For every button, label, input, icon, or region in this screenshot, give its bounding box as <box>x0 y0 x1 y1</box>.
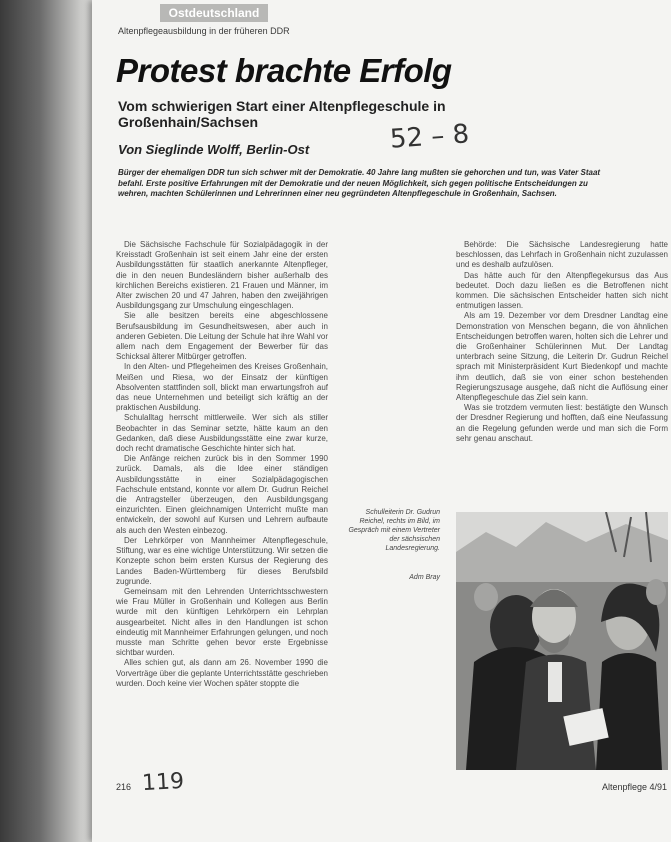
photo-crowd-illustration <box>456 512 668 770</box>
photo-caption: Schulleiterin Dr. Gudrun Reichel, rechts im Bild, im Gespräch mit einem Vertreter der sächsischen Landesregierung. <box>348 509 440 552</box>
paragraph: Die Anfänge reichen zurück bis in den Sommer 1990 zurück. Damals, als die Idee einer ständigen Ausbildungsstätte in einer Sozialpädagogischen Fachschule entstand, konnte vor allem Dr. Gudrun Reichel die Antragsteller überzeugen, den Ausbildungsgang einzurichten. Einen gleichnamigen Unterricht mußte man entwickeln, der sowohl auf Kursen und Lehrern aufbaute als auch den Westen einbezog. <box>116 454 328 535</box>
paragraph: Die Sächsische Fachschule für Sozialpädagogik in der Kreisstadt Großenhain ist seit einem Jahr eine der ersten Ausbildungsstätten für staatlich anerkannte Altenpfleger, die in den neuen Bundesländern bisher außerhalb des kirchlichen Bereichs existieren. 21 Frauen und Männer, im Alter zwischen 20 und 47 Jahren, haben den zweijährigen Ausbildungsgang zur Umschulung eingeschlagen. <box>116 240 328 311</box>
paragraph: Als am 19. Dezember vor dem Dresdner Landtag eine Demonstration von Menschen begann, die von ähnlichen Entscheidungen betroffen waren, holten sich die Lehrer und die Großenhainer Schülerinnen Mut. Der Landtag unterbrach seine Sitzung, die Leiterin Dr. Gudrun Reichel sprach mit Ministerpräsident Kurt Biedenkopf und machte ihm deutlich, daß sie von einer schon bestehenden Regierungszusage ausgehe, daß nicht die Auflösung einer Altenpflegeschule das Ziel sein kann. <box>456 311 668 403</box>
photo-credit: Adm Bray <box>409 574 440 581</box>
paragraph: Alles schien gut, als dann am 26. November 1990 die Vorverträge über die geplante Unterrichtsstätte geschrieben wurden. Doch keine vier Wochen später stoppte die <box>116 658 328 688</box>
paragraph: Das hätte auch für den Altenpflegekursus das Aus bedeutet. Doch dazu ließen es die Betroffenen nicht kommen. Die sächsischen Entscheider hatten sich nicht entmutigen lassen. <box>456 270 668 311</box>
section-rubric: Ostdeutschland <box>160 4 268 22</box>
paragraph: Der Lehrkörper von Mannheimer Altenpflegeschule, Stiftung, war es eine wichtige Unterstützung. Wir setzen die Konzepte schon beim ersten Kursus der Regierung des Landes Baden-Württemberg für dieses Berufsbild zugrunde. <box>116 535 328 586</box>
page-number: 216 <box>116 782 132 792</box>
article-byline: Von Sieglinde Wolff, Berlin-Ost <box>118 142 310 157</box>
paragraph: Was sie trotzdem vermuten liest: bestätigte den Wunsch der Dresdner Regierung und hofften, daß eine Neufassung an die Regelung gefunden werde und man sich die Form sehr genau anschaut. <box>456 403 668 443</box>
paragraph: In den Alten- und Pflegeheimen des Kreises Großenhain, Meißen und Riesa, wo der Einsatz der künftigen Absolventen stattfinden soll, blickt man erwartungsfroh auf das neue Unternehmen und beteiligt sich kräftig an der praktischen Ausbildung. <box>116 362 328 413</box>
article-kicker: Altenpflegeausbildung in der früheren DDR <box>118 26 290 36</box>
handwritten-page-number: 119 <box>141 768 185 797</box>
magazine-page <box>92 0 671 842</box>
paragraph: Schulalltag herrscht mittlerweile. Wer sich als stiller Beobachter in das Seminar setzte, hätte kaum an den Gedanken, daß diese Ausbildungsstätte eine zwar kurze, doch recht dramatische Geschichte hinter sich hat. <box>116 413 328 454</box>
left-text-column <box>116 240 328 770</box>
article-title: Protest brachte Erfolg <box>116 52 452 89</box>
journal-issue: Altenpflege 4/91 <box>601 782 667 792</box>
handwritten-note: 52 – 8 <box>389 119 471 155</box>
news-photo <box>456 512 668 770</box>
article-subtitle: Vom schwierigen Start einer Altenpflegeschule in Großenhain/Sachsen <box>118 98 446 130</box>
paragraph: Behörde: Die Sächsische Landesregierung hatte beschlossen, das Lehrfach in Großenhain nicht zuzulassen und es deshalb aufzulösen. <box>456 240 668 270</box>
paragraph: Sie alle besitzen bereits eine abgeschlossene Berufsausbildung im Gesundheitswesen, aber auch in anderen Gebieten. Die Leitung der Schule hat ihre Wahl vor allem nach dem Engagement der Bewerber für das Schicksal älterer Mitbürger getroffen. <box>116 311 328 362</box>
right-text-column <box>456 240 668 498</box>
scan-binding-shadow <box>0 0 100 842</box>
paragraph: Gemeinsam mit den Lehrenden Unterrichtsschwestern wie Frau Müller in Großenhain und Kollegen aus Berlin wurde mit den künftigen Lehrkörpern ein Lehrplan ausgearbeitet. Nicht alles in den Handlungen ist schon eindeutig mit Mannheimer Erfahrungen gelungen, und noch musste man Schritte gehen bevor erste Ergebnisse sichtbar wurden. <box>116 586 328 658</box>
article-lead: Bürger der ehemaligen DDR tun sich schwer mit der Demokratie. 40 Jahre lang mußten sie gehorchen und tun, was Vater Staat befahl. Erste positive Erfahrungen mit der Demokratie und der neuen Möglichkeit, sich gegen politische Entscheidungen zu wehren, machten Schülerinnen und Lehrerinnen einer neu gegründeten Altenpflegeschule in Großenhain, Sachsen. <box>118 168 601 198</box>
